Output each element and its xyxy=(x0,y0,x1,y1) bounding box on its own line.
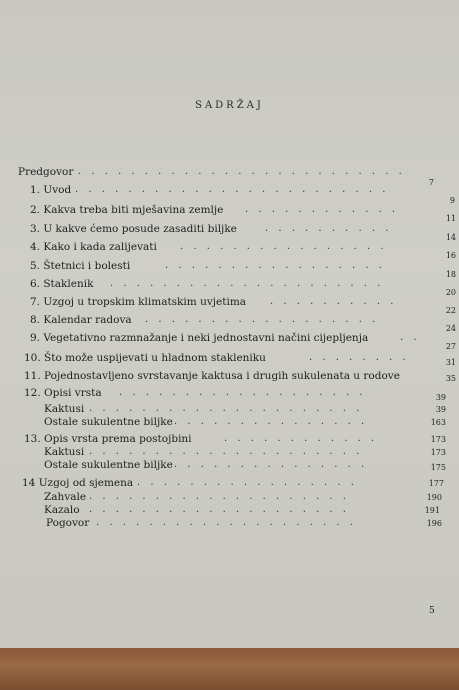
toc-entry-page: 22 xyxy=(445,306,456,315)
toc-leader-dots: . . . . . . . . . . . . . . . . . . . . xyxy=(96,517,357,528)
toc-leader-dots: . . . . . . . . . . . . . . . . . . . . . xyxy=(110,278,384,289)
toc-leader-dots: . . . . . . . . . . . . . . . . . . . . xyxy=(89,491,350,502)
toc-entry-label: 12. Opisi vrsta xyxy=(24,387,102,399)
toc-leader-dots: . . . . . . . . . . . . . . . . . . . . . . . . xyxy=(75,184,389,195)
toc-entry-page: 20 xyxy=(445,288,456,297)
toc-leader-dots: . . . . . . . . . . . . . . . . . . xyxy=(145,314,379,325)
toc-entry-label: 6. Staklenik xyxy=(30,278,94,290)
toc-entry-page: 190 xyxy=(426,493,442,502)
toc-entry-label: Kaktusi xyxy=(44,403,85,415)
page-number: 5 xyxy=(429,606,435,616)
toc-entry-page: 24 xyxy=(445,324,456,333)
toc-entry-page: 175 xyxy=(430,463,446,472)
toc-entry-page: 18 xyxy=(445,270,456,279)
toc-entry-label: Ostale sukulentne biljke xyxy=(44,416,173,428)
toc-leader-dots: . . . . . . . . . . . . . . . . . xyxy=(137,477,358,488)
toc-entry-label: 4. Kako i kada zalijevati xyxy=(30,241,157,253)
toc-entry-page: 173 xyxy=(430,448,446,457)
toc-entry-label: 9. Vegetativno razmnažanje i neki jednostavni načini cijepljenja xyxy=(30,332,369,344)
toc-leader-dots: . . . . . . . . xyxy=(309,352,410,363)
toc-entry-label: 8. Kalendar radova xyxy=(30,314,132,326)
toc-entry-page: 27 xyxy=(445,342,456,351)
toc-entry-label: Zahvale xyxy=(44,491,87,503)
toc-entry-page: 177 xyxy=(428,479,444,488)
toc-heading: SADRŽAJ xyxy=(195,100,264,111)
toc-entry-page: 7 xyxy=(428,178,434,187)
toc-leader-dots: . . . . . . . . . . . . . . . xyxy=(174,416,368,427)
toc-leader-dots: . . . . . . . . . . . . . . . . . . . . xyxy=(89,504,350,515)
toc-leader-dots: . . . . . . . . . . . . . . . . . . . . . xyxy=(89,446,363,457)
toc-entry-page: 39 xyxy=(435,405,446,414)
toc-entry-page: 191 xyxy=(424,506,440,515)
toc-leader-dots: . . . . . . . . . . . . xyxy=(224,433,378,444)
toc-entry-page: 173 xyxy=(430,435,446,444)
toc-entry-page: 31 xyxy=(445,358,456,367)
toc-entry-page: 16 xyxy=(445,251,456,260)
toc-entry-page: 14 xyxy=(445,233,456,242)
toc-entry-label: 5. Štetnici i bolesti xyxy=(30,260,131,272)
toc-entry-label: Kaktusi xyxy=(44,446,85,458)
toc-entry-page: 11 xyxy=(445,214,456,223)
wooden-surface xyxy=(0,648,459,690)
toc-leader-dots: . . . . . . . . . . xyxy=(270,296,397,307)
toc-entry-label: Pogovor xyxy=(46,517,90,529)
toc-leader-dots: . . . . . . . . . . . . . . . . . . . xyxy=(119,387,367,398)
toc-leader-dots: . . . . . . . . . . xyxy=(265,223,392,234)
toc-entry-label: 11. Pojednostavljeno svrstavanje kaktusa i drugih sukulenata u rodove xyxy=(24,370,400,382)
toc-leader-dots: . . xyxy=(400,332,421,343)
toc-entry-page: 9 xyxy=(449,196,455,205)
toc-entry-label: 1. Uvod xyxy=(30,184,72,196)
toc-entry-label: 10. Što može uspijevati u hladnom stakleniku xyxy=(24,352,266,364)
toc-entry-page: 35 xyxy=(445,374,456,383)
toc-entry-label: Ostale sukulentne biljke xyxy=(44,459,173,471)
toc-entry-page: 39 xyxy=(435,393,446,402)
toc-leader-dots: . . . . . . . . . . . . . . . . . . . . . . . . . xyxy=(78,166,406,177)
toc-entry-label: Kazalo xyxy=(44,504,80,516)
toc-leader-dots: . . . . . . . . . . . . . . . . xyxy=(180,241,388,252)
toc-leader-dots: . . . . . . . . . . . . . . . xyxy=(174,459,368,470)
toc-leader-dots: . . . . . . . . . . . . xyxy=(245,204,399,215)
toc-entry-label: Predgovor xyxy=(18,166,74,178)
toc-entry-label: 13. Opis vrsta prema postojbini xyxy=(24,433,192,445)
toc-leader-dots: . . . . . . . . . . . . . . . . . . . . . xyxy=(89,403,363,414)
toc-entry-page: 196 xyxy=(426,519,442,528)
toc-entry-label: 3. U kakve ćemo posude zasaditi biljke xyxy=(30,223,237,235)
toc-leader-dots: . . . . . . . . . . . . . . . . . xyxy=(165,260,386,271)
toc-entry-label: 7. Uzgoj u tropskim klimatskim uvjetima xyxy=(30,296,247,308)
toc-entry-label: 14 Uzgoj od sjemena xyxy=(22,477,134,489)
toc-entry-page: 163 xyxy=(430,418,446,427)
toc-entry-label: 2. Kakva treba biti mješavina zemlje xyxy=(30,204,224,216)
